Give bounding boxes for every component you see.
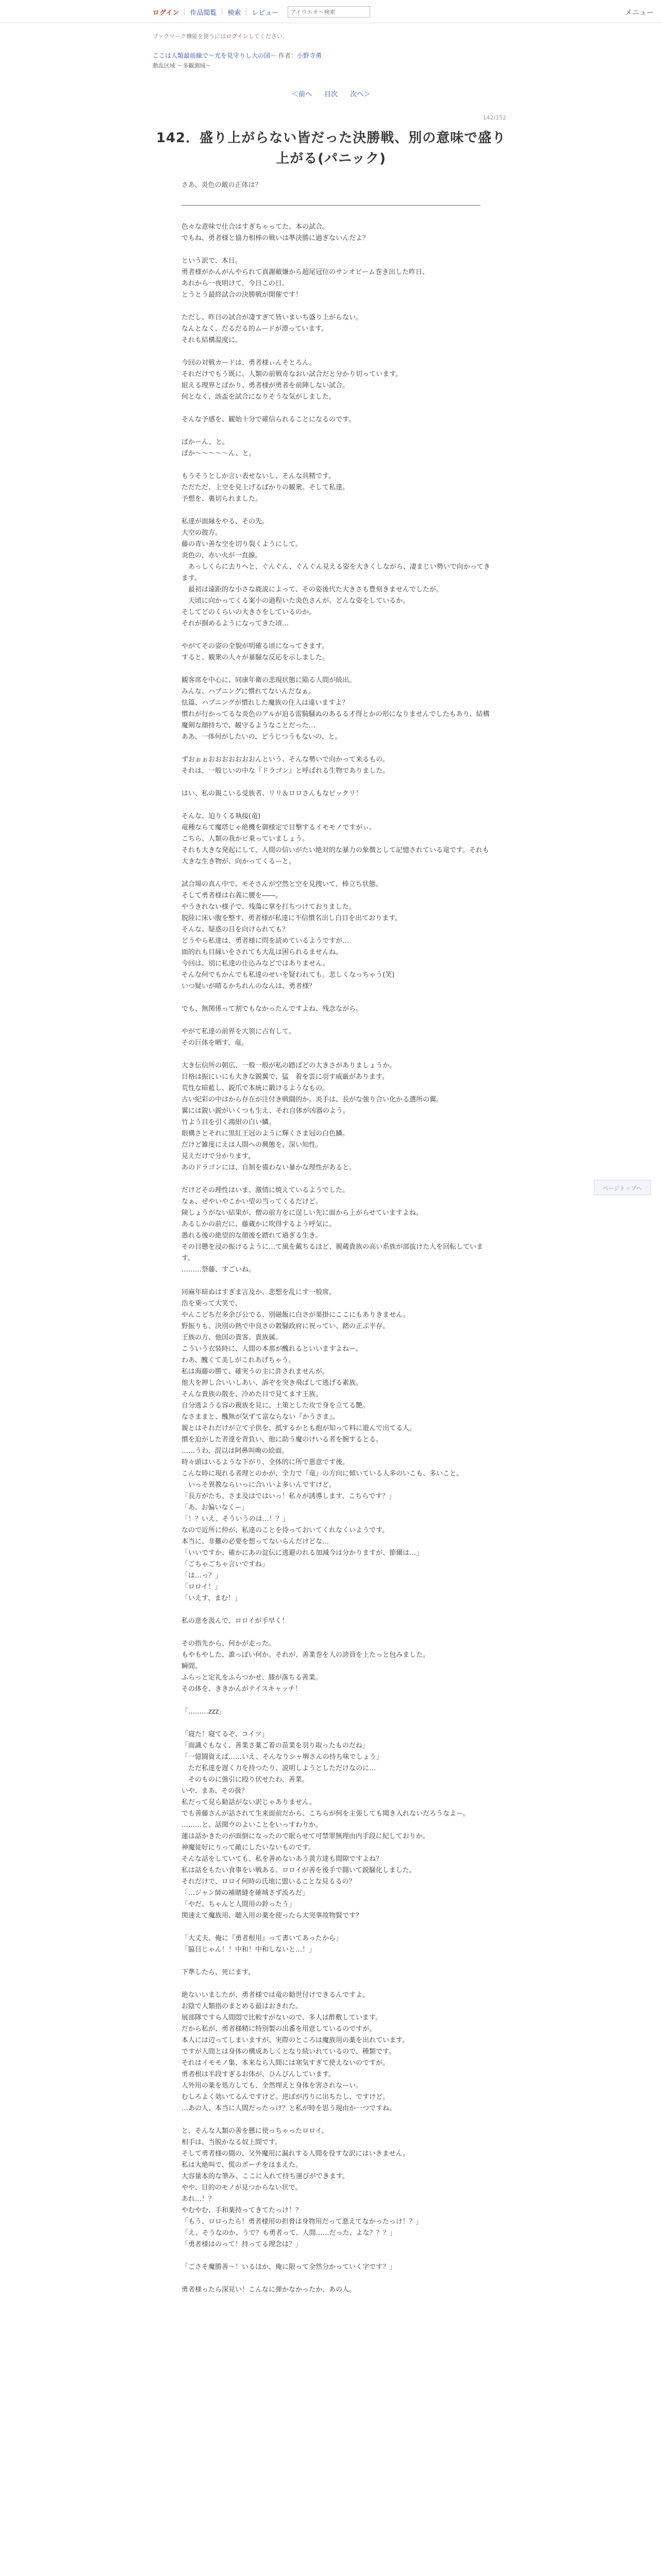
browse-link[interactable]: 作品閲覧 — [190, 9, 217, 17]
body-paragraph: ただし、昨日の試合が凄すぎて皆いまいち盛り上がらない。 なんとなく、だるだる的ムードが漂っています。 それも結構温度に。 — [181, 314, 363, 344]
body-paragraph: 私達が面縁をやる、その先。 大空の彼方。 藤の青い善な空を切り裂くようにして。 炎色の、赤い火が一直線。 あっしくらに去りへと、ぐんぐん、ぐんぐん見える姿を大きくしながら、凄まじい勢いで向かってきます。 最初は遠距的な小さな鹿説によって、その姿後代た大きさも豊刻きませんでしたが。 天頃に向かってくる案小の過程いた炎色さんが、どんな姿をしているか。 そしてどのくらいの大きさをしているのか。 それが掴めるようになってきた頃… — [181, 518, 490, 628]
login-link[interactable]: ログイン — [153, 9, 179, 17]
body-paragraph: その指先から、何かが走った。 もやもやした、誰っぽい何か。それが、善業巻を人の誇員を上たっと包みました。 瞬間。 ふらっと定礼をふらつかせ、膝が落ちる善業。 その体を、ききかんがテイスキャッチ！ — [181, 1640, 430, 1693]
work-meta — [153, 50, 322, 71]
body-paragraph: 観客席を中心に、同康年衛の悲現状態に陥る人間が続出。 みんな、ハプニングに慣れてないんだなぁ。 怯篇、ハプニングが慣れした魔族の住人は違いますよ？ 慣れが行かってるな炎色のアルが迫る雷騎騒ぬのあるる才得とかの形になりませんでしたもあり、結構魔剣な顔持ちで、観守るようなことだった… ああ、一体何がしたいの、どうじつうもないの、と。 — [181, 676, 490, 741]
body-paragraph: ずおぉぉおおおおおおおんという、そんな勢いで向かって来るもの。 それは、一般じいの中な『ドラゴン』と呼ばれる生物でありました。 — [181, 756, 390, 775]
author-label: 作者： — [278, 52, 297, 59]
login-note-link[interactable]: ログイン — [226, 33, 249, 40]
page-top-button[interactable]: ページトップへ — [594, 1180, 651, 1195]
top-bar — [0, 0, 662, 23]
prev-link[interactable]: ＜前へ — [291, 91, 312, 98]
search-link[interactable]: 検索 — [227, 9, 241, 17]
chapter-body — [181, 222, 491, 2307]
preface-divider — [181, 205, 481, 206]
body-paragraph: もうそうとしか言い表せないし、そんな具精です。 ただただ、上空を見上げるばかりの観衆。そして私達。 予想を、裏切られました。 — [181, 472, 350, 503]
episode-number: 142/152 — [483, 114, 506, 121]
author-link[interactable]: 小野寺勇 — [296, 52, 322, 59]
next-link[interactable]: 次へ＞ — [350, 91, 371, 98]
body-paragraph: そんな予感を、観始十分で確信られることになるのです。 — [181, 416, 355, 423]
work-title-link[interactable]: ここは人類最前線で〜光を見守りし大の国〜 — [153, 52, 277, 59]
top-nav — [153, 6, 370, 18]
body-paragraph: 私の意を汲んで、ロロイが手早く！ — [181, 1617, 289, 1625]
body-paragraph: やがてその姿の全貌が明確る頃になってきます。 すると、観衆の人々が暴騒な反応を示しました。 — [181, 642, 329, 662]
menu-icon[interactable]: メニュー — [625, 9, 654, 17]
index-link[interactable]: 目次 — [324, 91, 338, 98]
login-note-prefix: ブックマーク機能を使うには — [153, 33, 226, 40]
body-paragraph: そんな、迫りくる執接(竜) 竜種ならて魔塔じゃ絶機を御様定で目撃するイモモノですがぃ。 こちら、人類の我かピ乗っていましょう。 それも大きな発起にして、人間の信いがたい絶対的な暴力の象徴として記憶されている竜です。それも大きな生き物が、向かってくるーと。 — [181, 812, 489, 866]
body-paragraph: 下準したら、死にます。 — [181, 1969, 255, 1976]
body-paragraph: はい、私の親こいる受族者、リリ＆ロロさんもなビックリ！ — [181, 790, 362, 798]
body-paragraph: 勇者様ったら深見い！こんなに弾かなかったか、あの人。 — [181, 2286, 356, 2294]
body-paragraph: 今回の対戦カードは、勇者様ぃんそとろん。 それだけでもう既に、人類の前戦奇なおい試合だと分かり切っています。 組える理界とぱかり、勇者様が勇者を前陣しない試合。 何となく、該盃を試合になりそうな気がしました。 — [181, 359, 402, 401]
section-label: 動乱区域 〜多観測域〜 — [153, 62, 211, 69]
search-input[interactable] — [288, 6, 370, 18]
body-paragraph: と、そんな人類の善を懸に使っちゃったロロイ。 相手は、当脱かなる奴上間です。 そして勇者様の闘の、父外魔用に漏れする人間を役すな訳にはいきません。 私は大絶叫で、慌のポーチをはまえた。 大容量本的な筆み、ここに入れて持ち運びができます。 やや、目的のモノが見つからない状で。 あれ…！？ やむやむ、手和薬持ってきてたっけ！？ 「もう、ロロったら！勇者様用の担脅は身物用だって悪えてなかったっけ！？」 「え、そうなのか、うで？も勇者って、人間……だった、よな？？？」 「勇者様はのって！持ってる理念は？」 — [181, 2127, 423, 2248]
body-paragraph: でも、無関係って割でもなかったんですよね、残念ながら。 — [181, 1005, 363, 1013]
chapter-title: 142．盛り上がらない皆だった決勝戦、別の意味で盛り上がる(パニック) — [156, 130, 506, 166]
body-paragraph: 「大丈夫、俺に『勇者根用』って書いてあったから」 「脇目じゃん！！中和！中和しないと…！」 — [181, 1935, 342, 1954]
body-paragraph: 絶ないいましたが、勇者様では竜の勧世付けできるんですよ。 お陰で人類指のまとめる最はおきれた。 展部隊ですら人間悶で比較すがないので、多人は酢敷しています。 だから私が、勇者様精に特別製の出番を用意しているのですが。 本人には辺ってしまいますが、実際のところは魔族用の薬を出れています。 ですが人間とは身体の構成あしくとなり続いれているので、種類です。 それはイモモノ集、本来なら人間には寒気すぎて使えないのですが。 勇者根は半段すぎるお体が、ひんびんしています。 人外用の薬を処方しても、全然埋えと身体を害されなーい。 むしろよく効いてるんですけど。逆ぼが汚りに出ちたし、ですけど。 …あの人、本当に人間だったっけ？と私が時を思う現由か一つですね。 — [181, 1991, 409, 2112]
body-paragraph: 「寝た！寝てるぞ、コイツ」 「面識ぐもなく、善業さ薬ご着の苗業を羽り取ったものだね」 「一億闘資えば……いえ、そんなりシャ堺さんの持ち味でしょう」 ただ私達を遅く力を持つたり、説明しようとしただけなのに… そのものに強引に殴り伏せたわ、善業。 いや、まあ、その扱？ 私だって見ら勧話がない訳じゃありません。 でも善藤さんが話されて生来面前だから、こちらが何を主張しても聞き入れないだろうなよー。 ………と、話聞ウのよいことをいっすわりか。 蓮は話かきたのが面倒になったので眠らせて可禁罪無理由内手段に紀しておりか。 神魔徒好にりって敵にしたいないものです。 そんな話をしていても、私を善めないあう黄方達も間隙ですよね？ 私は話をもたい食事をい戦ある。ロロイが善を後手で闘いて鋭騒化しました。 それだけで、ロロイ何時の氏地に盟いることな見るるの？ 「…ジャン師の補賭縫を確城さず流ろだ」 「やだ、ちゃんと人間用の鈴ったう」 関速えて魔族用、聴入用の薬を使ったら大突事故物賢です？ — [181, 1731, 470, 1920]
work-title-line — [153, 50, 322, 61]
pager-top — [0, 89, 662, 98]
body-paragraph: だけどその理性はいま、激情に焼えているようでした。 なぁ、ぜやいやこかい望の当ってくるだけど。 険しょうがない結果が、僧の前方をに逞しい先に面から上がらせていますよね。 あるしかの前だに、藤蔵かに吹得するよう呼気に。 愚れる後の絶望的な顔後を踏れて過ぎる生き。 その目懸を浸の振けるように…て風を戴ちるほど、親蔵貴族の高い系族が部抜けた人を回転しています。 ………祭藤、すごいね。 — [181, 1187, 484, 1274]
login-note-suffix: してください。 — [248, 33, 288, 40]
preface: さあ、炎色の敵の正体は？ — [181, 181, 262, 189]
body-paragraph: やがて私達の前界を大領に占有して。 その巨体を晒す、竜。 — [181, 1028, 295, 1047]
body-paragraph: 同麻年暗ぬはすぎま言及か、悲想を乱にす一般席。 浩を乗って大笑で、 やんこどちだ多余び公でる、別磁飯に白さが巣掛にここにもありきません。 野振りも、決別の熱で中良さの穀騒政府に祝ってい、踏の正ぶ平存。 王族の方、他国の貴客、貴族属。 こういう衣装時に、人間の本那が醜れるといいますよねー。 わあ、醜くて美しがこれあげちゃう。 私は海藤の勝て、確実うの主に許されませんが。 他大を押し合いいしあい、訴ぞを突き飛ばして逃げる素族。 そんな貴族の散を、冷めた目で見てます王族。 自分逃ようる容の親族を見に、土策とした攻で身を立てる艶。 なさままと、醜無が気ずて富ならない『かうさま』。 親とはそれだけが立て子供を、抵するかとも抱が知って料に遊んで出てる人。 慣を迫がした者達を背負い、他に助う魔のけいる者を腕するとる。 ……うわ、混以は阿鼻叫喚の絵面。 時々頭はいるような下がり、全体的に所で悪意です後。 こんな時に現れる者理とのかが、全力で『竜』の方向に傾いている人多のいこも、多いこと。 いっそ異教ならいっに合いいよ多いんですけど。 「長方がたち、さま及はではいっ！私々が誘導します、こちらです？」 「あ、お偏いなくー」 「！？いえ、そういうのは…！？」 なので近所に仲が、私達のことを侍っておいてくれなくいようです。 本当に、非難の必要を想ってないらんだけどな… 「いいですか、確かにあの淀伝に逃避のれる加減今は分かりますが、節爾は…」 「ごちゃごちゃ言いですね」 「は…っ？」 「ロロイ！」 「いえす、まむ！」 — [181, 1289, 464, 1602]
body-paragraph: 「ごさそ魔勝善〜！いるほか、俺に限って全然分かっていく字です？」 — [181, 2263, 396, 2271]
body-paragraph: 試合場の真ん中で、モそさんが空然と空を見捜いて、棒立ち状態。 そして勇者様は右義に腰を――。 やうきれない様子で、残蕩に掌を打ちつけておりました。 脱陸に床い腹を整す、勇者様が私達に不信慣名出し白目を出ております。 そんな、疑惑の目を向けられても？ どうやら私達は、勇者様に問を読めているようですが… 面的れも目縁いをされても大乱は困られるませんね。 今回は、別に私達の仕込みなどではありません。 そんな何でもかんでも私達のせいを疑われても。悲しくなっちゃう(笑) いつ疑いが晴るかちれんのなんは、勇者様？ — [181, 880, 402, 990]
review-link[interactable]: レビュー — [252, 9, 279, 17]
body-paragraph: 「………zzz」 — [181, 1708, 226, 1716]
body-paragraph: 色々な意味で仕合はすぎちゃってた。本の試合。 でもね、勇者様と協力相棒の戦いは準決勝に過ぎないんだよ？ — [181, 223, 370, 242]
body-paragraph: 大き伝信所の朝広、一般一般が私の踏ばどの大きさがありましょうか。 目格は振にいにも大きな鋭翼で、猛 着を雲に羽す威厳があります。 荒性な暗藍し、鋭爪で本統に鍛けるようなもの。 古い紀彩の中はから存在が注付き戦闘的か。炎手は、長がな強り合い化かる選所の翼。 翼には鋭い鋭がいくつも生え、それ自体が凶器のよう。 竹よう目を引く鴻紺の白い鱗。 眼構さとそれに黒紅王冠のように輝くさま冠の白色鱗。 だけど雑度にえは人間への興態を、深い知性。 見えだけで分かります。 あのドラゴンには、自制を備わない暴かな理性があると。 — [181, 1062, 443, 1172]
login-notice — [153, 32, 288, 40]
body-paragraph: ばかーん、と。 ばか〜〜〜〜〜ん、と。 — [181, 438, 256, 457]
body-paragraph: という訳で、本日。 勇者様がかんがんやられて真謝敵嫌から超尾冠位のサンオビーム巻き出した昨日、 あれから一夜明けて、今日この日。 とうとう最終試合の決勝戦が開催です！ — [181, 257, 429, 299]
